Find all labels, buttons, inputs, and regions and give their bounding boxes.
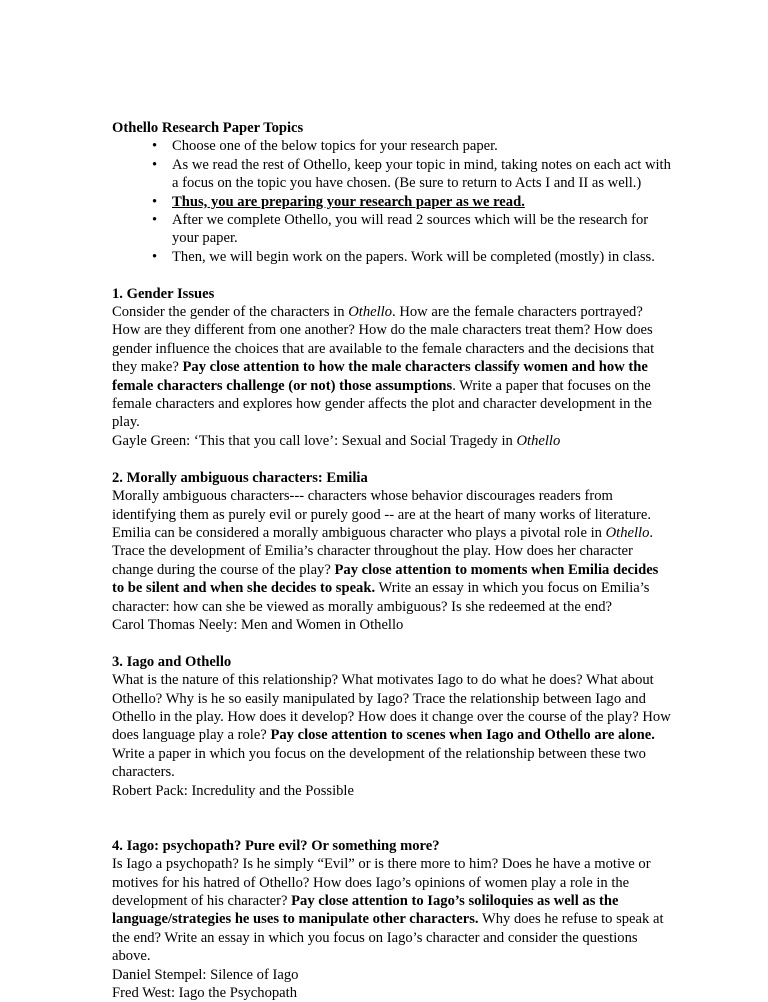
bullet-icon: • — [152, 156, 158, 173]
topic-description — [112, 303, 672, 432]
document-page — [112, 119, 672, 1002]
instructions-list — [112, 137, 672, 266]
text-segment: Othello — [516, 432, 561, 449]
source-citation — [112, 984, 672, 1002]
text-segment: As we read the rest of Othello, keep your topic in mind, taking notes on each act with a focus on the topic you have chosen. (Be sure to return to Acts I and II as well.) — [172, 156, 671, 192]
topics — [112, 285, 672, 1002]
text-segment: Then, we will begin work on the papers. Work will be completed (mostly) in class. — [172, 248, 655, 265]
text-segment: Robert Pack: Incredulity and the Possible — [112, 782, 354, 799]
topic-heading: 4. Iago: psychopath? Pure evil? Or something more? — [112, 837, 440, 854]
topic-description — [112, 855, 672, 965]
text-segment: What is the nature of this relationship? What motivates Iago to do what he does? What about Othello? Why is he so easily manipulated by Iago? Trace the relationship between Iago and Othello in the play. How does it develop? How does it change over the course of the play? How does language play a role? — [112, 672, 671, 744]
topic-section — [112, 653, 672, 800]
text-segment: After we complete Othello, you will read 2 sources which will be the research for your paper. — [172, 212, 649, 247]
source-citation — [112, 616, 672, 634]
text-segment: Pay close attention to scenes when Iago and Othello are alone. — [270, 727, 655, 744]
text-segment: Carol Thomas Neely: Men and Women in Othello — [112, 616, 404, 633]
source-citation — [112, 432, 672, 450]
topic-section — [112, 837, 672, 1002]
topic-description — [112, 487, 672, 616]
source-citation — [112, 782, 672, 800]
text-segment: Othello — [605, 524, 650, 541]
text-segment: Consider the gender of the characters in — [112, 304, 349, 321]
bullet-item — [152, 137, 672, 155]
topic-heading: 1. Gender Issues — [112, 285, 215, 302]
text-segment: Write an essay in which you focus on Emilia’s character: how can she be viewed as morally ambiguous? Is she redeemed at the end? — [112, 580, 650, 615]
text-segment: Why does he refuse to speak at the end? Write an essay in which you focus on Iago’s character and consider the questions above. — [112, 911, 664, 965]
text-segment: Pay close attention to Iago’s soliloquies as well as the language/strategies he uses to manipulate other characters. — [112, 893, 619, 928]
bullet-icon: • — [152, 248, 158, 265]
text-segment: Choose one of the below topics for your research paper. — [172, 138, 498, 155]
document-title: Othello Research Paper Topics — [112, 120, 304, 136]
text-segment: Morally ambiguous characters--- characters whose behavior discourages readers from identifying them as purely evil or purely good -- are at the heart of many works of literature. Emilia can be considered a morally ambiguous character who plays a pivotal role in — [112, 488, 651, 541]
bullet-icon: • — [152, 138, 158, 155]
text-segment: Othello — [348, 304, 393, 321]
topic-description — [112, 671, 672, 781]
bullet-item — [152, 193, 672, 211]
topic-section — [112, 285, 672, 451]
text-segment: Is Iago a psychopath? Is he simply “Evil” or is there more to him? Does he have a motive or motives for his hatred of Othello? How does Iago’s opinions of women play a role in the development of his character? — [112, 856, 651, 909]
bullet-item — [152, 248, 672, 266]
text-segment: Fred West: Iago the Psychopath — [112, 985, 298, 1002]
text-segment: Pay close attention to how the male characters classify women and how the female characters challenge (or not) those assumptions — [112, 359, 648, 394]
topic-heading: 3. Iago and Othello — [112, 653, 232, 670]
bullet-item — [152, 211, 672, 248]
bullet-icon: • — [152, 212, 158, 229]
text-segment: Daniel Stempel: Silence of Iago — [112, 966, 299, 983]
text-segment: Gayle Green: ‘This that you call love’: Sexual and Social Tragedy in — [112, 432, 517, 449]
bullet-icon: • — [152, 193, 158, 210]
text-segment: . How are the female characters portrayed? How are they different from one another? How do the male characters treat them? How does gender influence the choices that are available to the female characters and the decisions that they make? — [112, 304, 655, 376]
bullet-item — [152, 156, 672, 193]
topic-section — [112, 469, 672, 635]
text-segment: . Trace the development of Emilia’s character throughout the play. How does her character change during the course of the play? — [112, 524, 654, 578]
text-segment: . Write a paper that focuses on the female characters and explores how gender affects the plot and character development in the play. — [112, 377, 652, 431]
source-citation — [112, 966, 672, 984]
text-segment: Thus, you are preparing your research paper as we read. — [172, 193, 525, 210]
text-segment: Pay close attention to moments when Emilia decides to be silent and when she decides to speak. — [112, 561, 659, 597]
text-segment: Write a paper in which you focus on the development of the relationship between these two characters. — [112, 745, 646, 781]
topic-heading: 2. Morally ambiguous characters: Emilia — [112, 469, 368, 486]
